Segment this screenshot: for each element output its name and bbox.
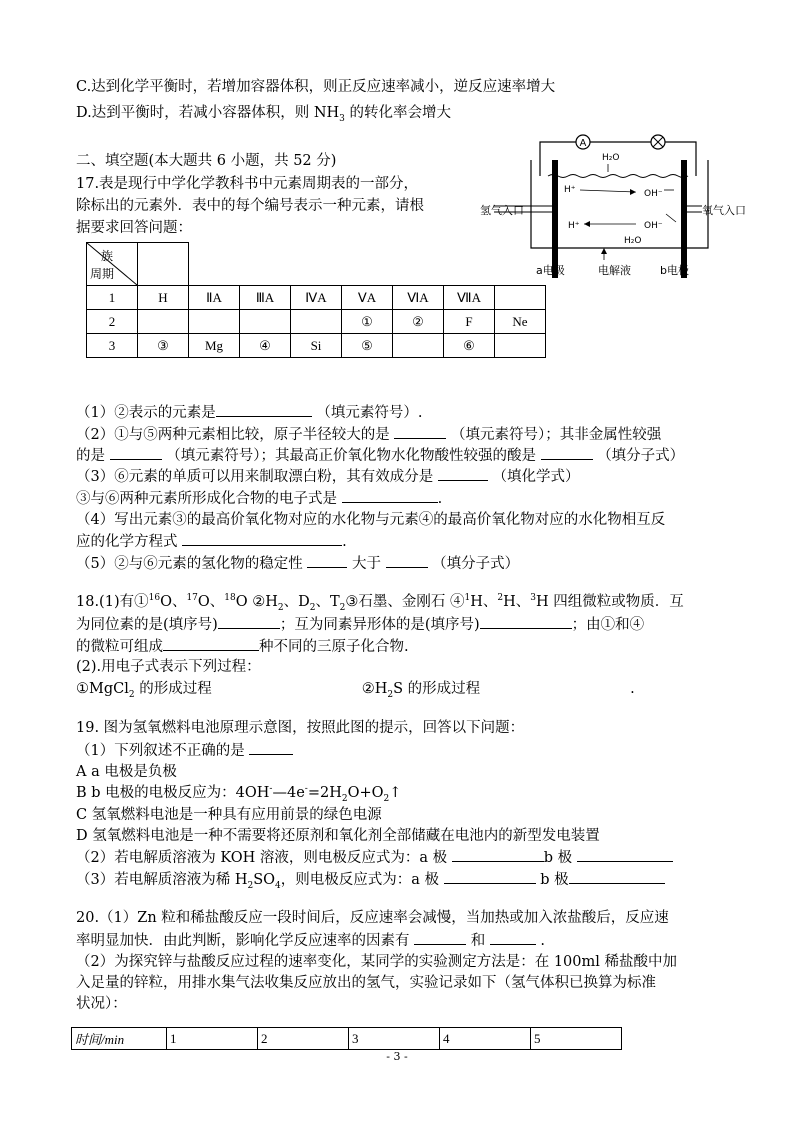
q18-line5: ①MgCl$_2$ 的形成过程 $②H_2S$ 的形成过程 . [76,681,635,700]
table-row: 1 H ⅡA ⅢA ⅣA ⅤA ⅥA ⅦA [87,286,546,310]
q20-line4: 入足量的锌粒，用排水集气法收集反应放出的氢气，实验记录如下（氢气体积已换算为标准 [76,975,656,991]
electrode-a-label: a电极 [536,264,565,277]
q20-line1: 20.（1）Zn 粒和稀盐酸反应一段时间后，反应速率会减慢，当加热或加入浓盐酸后，反应速 [76,910,669,926]
q17-part2-line1: （2）①与⑤两种元素相比较，原子半径较大的是 （填元素符号）；其非金属性较强 [76,424,661,445]
time-table [71,1027,622,1050]
q17-part5: （5）②与⑥元素的氢化物的稳定性 大于 （填分子式） [76,553,519,574]
option-d: D.达到平衡时，若减小容器体积，则 $NH_3$ 的转化率会增大 [76,105,452,124]
table-row: 时间/min 1 2 3 4 5 [72,1028,622,1050]
header-period: 周期 [90,267,115,281]
hydrogen-inlet-label: 氢气入口 [480,204,524,217]
svg-text:OH⁻: OH⁻ [644,221,663,231]
q17-part4-line2: 应的化学方程式 . [76,531,347,552]
section-heading: 二、填空题(本大题共 6 小题，共 52 分) [76,153,337,169]
q18-line3: 的微粒可组成 种不同的三原子化合物. [76,636,409,657]
q17-intro-2: 除标出的元素外．表中的每个编号表示一种元素，请根 [76,198,424,214]
q18-line1: 18.(1)有①$^{16}$O、$^{17}$O、$^{18}$O $②H_2$、$D_2$、$T_2③$石墨、金刚石 ④$^1$H、$^2$H、$^3$H 四组微粒或物质．互 [76,593,684,613]
electrode-b-label: b电极 [660,264,689,277]
q17-part4-line1: （4）写出元素③的最高价氧化物对应的水化物与元素④的最高价氧化物对应的水化物相互反 [76,512,666,528]
table-corner-cell [87,243,138,286]
q20-line2: 率明显加快．由此判断，影响化学反应速率的因素有 和 . [76,930,545,951]
table-row: 3 ③ Mg ④ Si ⑤ ⑥ [87,334,546,358]
svg-text:H₂O: H₂O [624,236,642,246]
option-c: C.达到化学平衡时，若增加容器体积，则正反应速率减小，逆反应速率增大 [76,79,556,95]
header-group: 族 [101,249,114,263]
q17-intro-1: 17.表是现行中学化学教科书中元素周期表的一部分， [76,176,419,192]
svg-text:OH⁻: OH⁻ [644,189,663,199]
q19-option-c: C 氢氧燃料电池是一种具有应用前景的绿色电源 [76,807,382,823]
ammeter-label: A [579,138,587,149]
q17-part3-line1: （3）⑥元素的单质可以用来制取漂白粉，其有效成分是 （填化学式） [76,466,579,487]
q17-part2-line2: 的是 （填元素符号）；其最高正价氧化物水化物酸性较强的酸是 （填分子式） [76,445,684,466]
electrolyte-label: 电解液 [598,264,631,277]
page-number: - 3 - [386,1050,408,1063]
q19-option-d: D 氢氧燃料电池是一种不需要将还原剂和氧化剂全部储藏在电池内的新型发电装置 [76,828,600,844]
svg-text:H₂O: H₂O [602,153,620,163]
svg-text:H⁺: H⁺ [568,221,580,231]
q19-option-b: B b 电极的电极反应为：$4OH^-—4e^-=2H_2O+O_2↑$ [76,784,402,804]
svg-text:H⁺: H⁺ [564,185,576,195]
q17-intro-3: 据要求回答问题： [76,220,192,236]
periodic-table [86,242,546,358]
q18-line4: (2).用电子式表示下列过程： [76,659,261,675]
q19-part3: （3）若电解质溶液为稀 $H_2SO_4$，则电极反应式为：a 极 b 极 [76,869,665,890]
table-row: 2 ① ② F Ne [87,310,546,334]
q20-line5: 状况）： [76,996,127,1012]
q19-part1: （1）下列叙述不正确的是 [76,740,293,761]
q19-intro: 19. 图为氢氧燃料电池原理示意图，按照此图的提示，回答以下问题： [76,720,525,736]
q19-option-a: A a 电极是负极 [76,764,177,780]
q18-line2: 为同位素的是(填序号) ；互为同素异形体的是(填序号) ；由①和④ [76,614,644,635]
q17-part1: （1）②表示的元素是 （填元素符号）. [76,402,422,423]
q19-part2: （2）若电解质溶液为 KOH 溶液，则电极反应式为：a 极 b 极 [76,847,673,868]
q20-line3: （2）为探究锌与盐酸反应过程的速率变化，某同学的实验测定方法是：在 100ml 稀盐酸中加 [76,954,678,970]
q17-part3-line2: ③与⑥两种元素所形成化合物的电子式是 . [76,488,442,509]
oxygen-inlet-label: 氧气入口 [702,204,746,217]
